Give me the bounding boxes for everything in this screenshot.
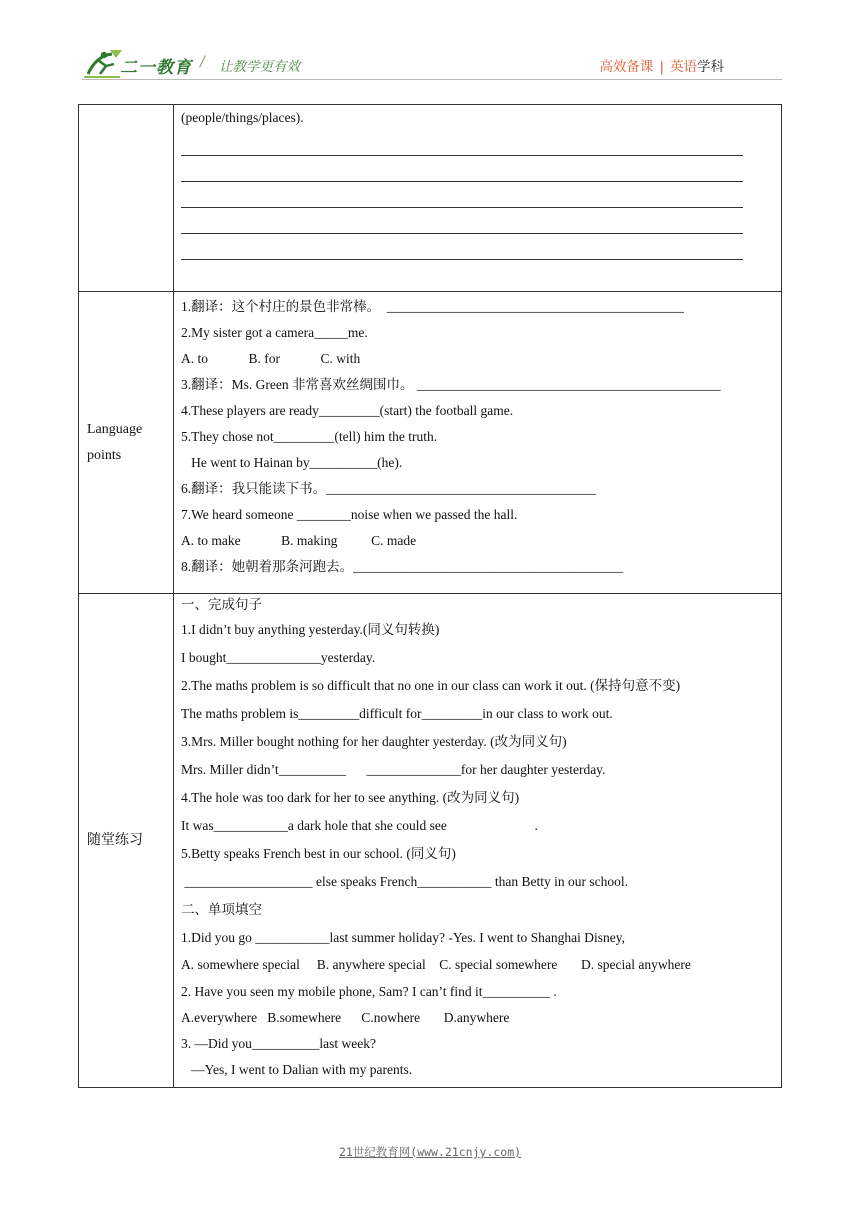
question-line: 6.翻译：我只能读下书。________________________________________ xyxy=(181,481,597,496)
brand-name: 二一教育 xyxy=(120,58,192,78)
page-header xyxy=(0,0,860,90)
question-line: 3.Mrs. Miller bought nothing for her daughter yesterday. (改为同义句) xyxy=(181,734,567,749)
question-line: 5.Betty speaks French best in our school. (同义句) xyxy=(181,846,456,861)
question-line: 3. —Did you__________last week? xyxy=(181,1036,376,1051)
answer-line[interactable] xyxy=(181,155,743,156)
question-line: He went to Hainan by__________(he). xyxy=(181,455,403,470)
writing-row-content xyxy=(174,105,782,292)
question-line: Mrs. Miller didn’t__________ ______________for her daughter yesterday. xyxy=(181,762,606,777)
label-line-1: Language xyxy=(87,421,143,437)
question-line: 8.翻译：她朝着那条河跑去。________________________________________ xyxy=(181,559,624,574)
question-line: The maths problem is_________difficult for_________in our class to work out. xyxy=(181,706,613,721)
language-points-row xyxy=(79,292,782,594)
worksheet-table xyxy=(78,104,782,1088)
question-line: 2.The maths problem is so difficult that no one in our class can work it out. (保持句意不变) xyxy=(181,678,681,693)
question-line: 5.They chose not_________(tell) him the truth. xyxy=(181,429,438,444)
writing-row-label xyxy=(79,105,174,292)
header-divider-line xyxy=(82,79,782,80)
writing-lines xyxy=(181,155,775,260)
slogan-separator: / xyxy=(200,54,205,70)
section-heading: 二、单项填空 xyxy=(181,902,262,917)
answer-line[interactable] xyxy=(181,233,743,234)
question-line: 1.翻译：这个村庄的景色非常棒。 ____________________________________________ xyxy=(181,299,684,314)
practice-row xyxy=(79,594,782,1088)
header-subject-suffix: 学科 xyxy=(697,59,724,75)
practice-content xyxy=(174,594,782,1088)
label-line-2: points xyxy=(87,447,122,463)
header-divider: | xyxy=(659,59,664,75)
options-line: A. to B. for C. with xyxy=(181,351,361,366)
options-line: A.everywhere B.somewhere C.nowhere D.anywhere xyxy=(181,1010,510,1025)
question-line: 7.We heard someone ________noise when we passed the hall. xyxy=(181,507,518,522)
answer-line[interactable] xyxy=(181,207,743,208)
options-line: A. to make B. making C. made xyxy=(181,533,417,548)
question-line: It was___________a dark hole that she could see . xyxy=(181,818,538,833)
practice-label: 随堂练习 xyxy=(79,594,174,1088)
answer-line[interactable] xyxy=(181,259,743,260)
question-line: 1.I didn’t buy anything yesterday.(同义句转换) xyxy=(181,622,440,637)
question-line: I bought______________yesterday. xyxy=(181,650,376,665)
header-subject xyxy=(599,55,724,75)
header-tag: 高效备课 xyxy=(599,59,654,75)
question-line: —Yes, I went to Dalian with my parents. xyxy=(181,1062,413,1077)
question-line: 2.My sister got a camera_____me. xyxy=(181,325,368,340)
question-line: ___________________ else speaks French___________ than Betty in our school. xyxy=(181,874,628,889)
footer-link[interactable]: 21世纪教育网(www.21cnjy.com) xyxy=(338,1145,522,1159)
options-line: A. somewhere special B. anywhere special C. special somewhere D. special anywhere xyxy=(181,957,691,972)
language-points-content xyxy=(174,292,782,594)
slogan: 让教学更有效 xyxy=(219,59,300,75)
question-line: 4.The hole was too dark for her to see anything. (改为同义句) xyxy=(181,790,520,805)
answer-line[interactable] xyxy=(181,181,743,182)
language-points-label xyxy=(79,292,174,594)
question-line: 3.翻译：Ms. Green 非常喜欢丝绸围巾。 _____________________________________________ xyxy=(181,377,721,392)
question-line: 1.Did you go ___________last summer holiday? -Yes. I went to Shanghai Disney, xyxy=(181,930,625,945)
writing-prompt-tail: (people/things/places). xyxy=(181,110,304,125)
question-line: 4.These players are ready_________(start) the football game. xyxy=(181,403,514,418)
header-subject-name: 英语 xyxy=(670,59,697,75)
writing-row xyxy=(79,105,782,292)
section-heading: 一、完成句子 xyxy=(181,597,262,612)
question-line: 2. Have you seen my mobile phone, Sam? I can’t find it__________ . xyxy=(181,984,557,999)
